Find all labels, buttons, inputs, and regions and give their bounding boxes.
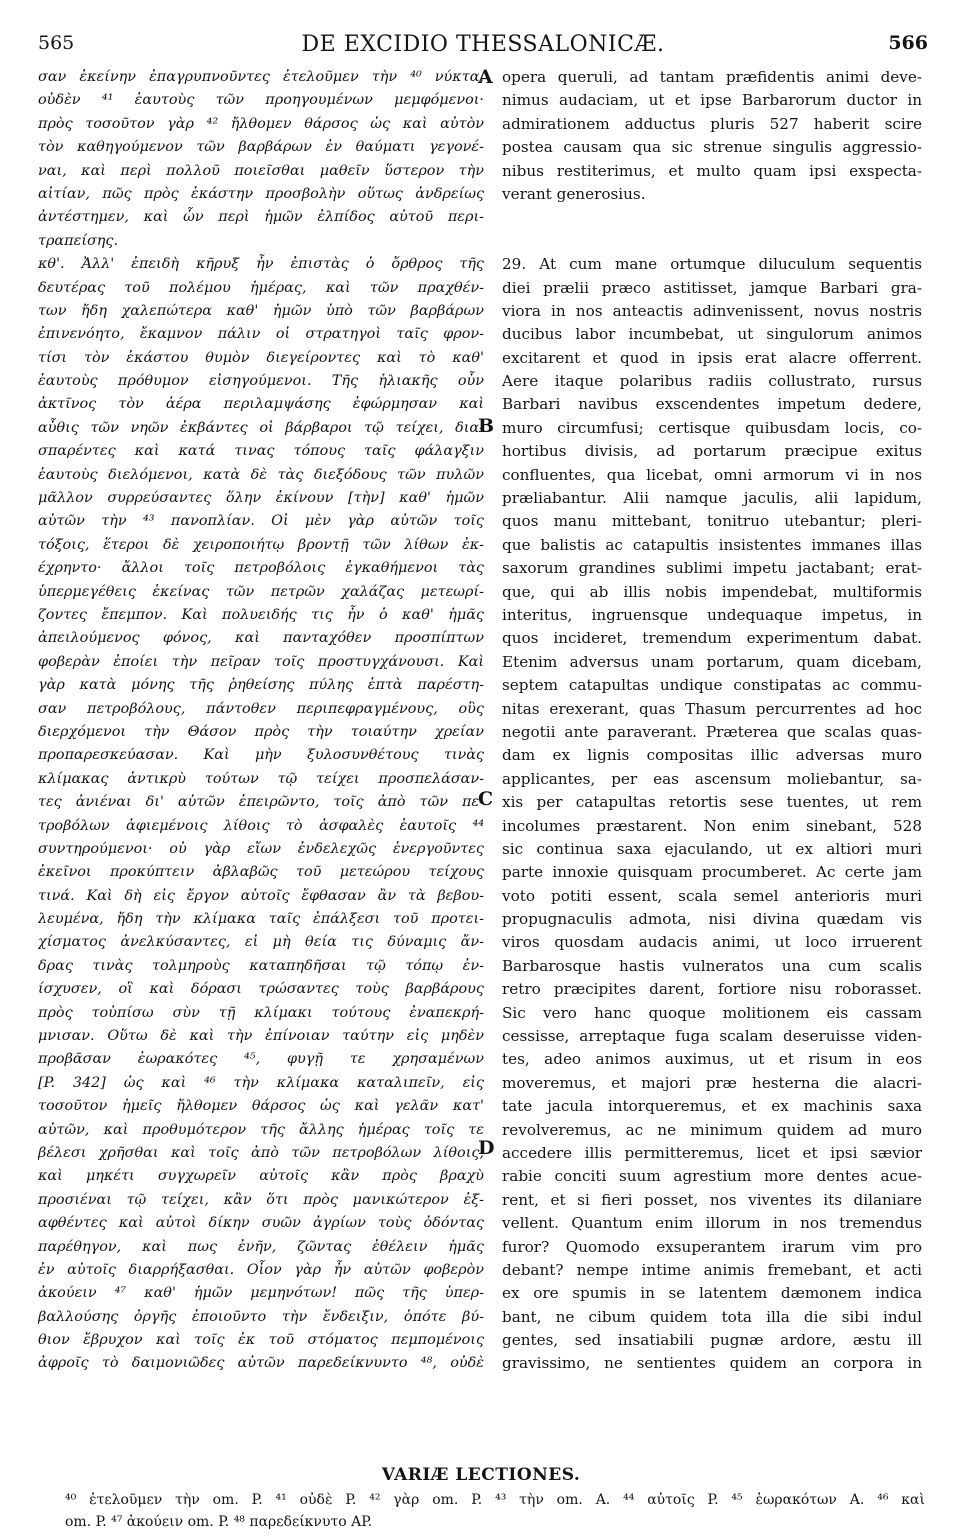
latin-text-line: 29. At cum mane ortumque diluculum sequentis: [502, 255, 922, 274]
greek-text-line: ἀκούειν ⁴⁷ καθ' ἡμῶν μεμηνότων! πῶς τῆς ὑπερ-: [38, 1285, 484, 1302]
greek-text-line: τὸν καθηγούμενον τῶν βαρβάρων ἐν θαύματι γεγονέ-: [38, 139, 484, 156]
margin-mark-a: A: [478, 66, 493, 88]
greek-text-line: λευμένα, ἤδη τὴν κλίμακα ταῖς ἐπάλξεσι τοῦ προτει-: [38, 911, 484, 928]
latin-text-line: tes, adeo animos auximus, ut et risum in eos: [502, 1050, 922, 1069]
variae-lectiones-notes: [65, 1489, 925, 1533]
greek-text-line: τραπείσης.: [38, 232, 119, 249]
greek-text-line: ἀντέστημεν, καὶ ὧν περὶ ἡμῶν ἐλπίδος αὐτοῦ περι-: [38, 209, 484, 226]
latin-text-line: præliabantur. Alii namque jaculis, alii lapidum,: [502, 489, 922, 508]
greek-text-line: φοβερὰν ἐποίει τὴν πεῖραν τοῖς προστυγχάνουσι. Καὶ: [38, 653, 484, 670]
latin-text-line: hortibus divisis, ad portarum præcipue exitus: [502, 442, 922, 461]
latin-text-line: moveremus, et majori præ hesterna die alacri-: [502, 1073, 922, 1092]
latin-text-line: cessisse, arreptaque fuga scalam deseruisse viden-: [502, 1027, 922, 1046]
latin-text-line: confluentes, qua licebat, omni armorum vi in nos: [502, 465, 922, 484]
greek-text-line: ἐπινενόητο, ἔκαμνον πάλιν οἱ στρατηγοὶ ταῖς φρον-: [38, 326, 484, 343]
greek-text-line: προπαρεσκεύασαν. Καὶ μὴν ξυλοσυνθέτους τινὰς: [38, 747, 484, 764]
latin-text-line: verant generosius.: [502, 184, 646, 203]
greek-text-line: κθ'. Ἀλλ' ἐπειδὴ κῆρυξ ἦν ἐπιστὰς ὁ ὄρθρος τῆς: [38, 256, 484, 273]
greek-text-line: προσιέναι τῷ τείχει, κἂν ὅτι πρὸς μανικώτερον ἐξ-: [38, 1191, 484, 1208]
latin-text-line: furor? Quomodo exsuperantem irarum vim pro: [502, 1237, 922, 1256]
latin-text-line: que balistis ac catapultis insistentes immanes illas: [502, 535, 922, 554]
greek-text-line: ἐν αὐτοῖς διαρρήξασθαι. Οἷον γὰρ ἦν αὐτῶν φοβερὸν: [38, 1261, 484, 1278]
greek-text-line: δευτέρας τοῦ πολέμου ἡμέρας, καὶ τῶν πραχθέν-: [38, 279, 484, 296]
greek-text-line: χίσματος ἀνελκύσαντες, εἰ μὴ θεία τις δύναμις ἄν-: [38, 934, 484, 951]
latin-text-line: applicantes, per eas ascensum moliebantur, sa-: [502, 769, 922, 788]
latin-text-line: opera queruli, ad tantam præfidentis animi deve-: [502, 68, 922, 86]
greek-text-line: παρέθηγον, καὶ πως ἐνῆν, ζῶντας ἐθέλειν ἡμᾶς: [38, 1238, 484, 1255]
greek-text-line: μᾶλλον συρρεύσαντες ὅλην ἐκίνουν [τὴν] καθ' ἡμῶν: [38, 490, 484, 507]
latin-text-line: parte innoxie quisquam procumberet. Ac certe jam: [502, 863, 922, 882]
running-header: [38, 32, 928, 62]
latin-text-line: xis per catapultas retortis sese tuentes, ut rem: [502, 793, 922, 812]
greek-text-line: τροβόλων ἀφιεμένοις λίθοις τὸ ἀσφαλὲς ἑαυτοῖς ⁴⁴: [38, 817, 484, 834]
latin-text-line: negotii ante paraverant. Præterea que scalas quas-: [502, 722, 922, 741]
latin-text-line: que, qui ab illis nobis impendebat, multiformis: [502, 582, 922, 601]
latin-text-line: rabie conciti suum agrestium more dentes acue-: [502, 1167, 922, 1186]
greek-text-line: συντηρούμενοι· οὐ γὰρ εἴων ἐνδελεχῶς ἐνεργοῦντες: [38, 840, 484, 857]
greek-text-line: ἑαυτοὺς πρόθυμον εἰσηγούμενοι. Τῆς ἡλιακῆς οὖν: [38, 373, 484, 390]
greek-text-line: αφθέντες καὶ αὐτοὶ δίκην συῶν ἀγρίων τοὺς ὀδόντας: [38, 1215, 484, 1232]
latin-text-line: admirationem adductus pluris 527 haberit scire: [502, 114, 922, 133]
greek-text-line: πρὸς τοὐπίσω σὺν τῇ κλίμακι τούτους ἐναπεκρή-: [38, 1004, 484, 1021]
running-title: DE EXCIDIO THESSALONICÆ.: [301, 32, 665, 57]
page-number-right: 566: [888, 32, 928, 54]
latin-text-line: tate jacula intorqueremus, et ex machinis saxa: [502, 1097, 922, 1116]
latin-text-line: diei prælii præco astitisset, jamque Barbari gra-: [502, 278, 922, 297]
latin-text-line: debant? nempe intime animis fremebant, et acti: [502, 1260, 922, 1279]
greek-text-line: κλίμακας ἀντικρὺ τούτων τῷ τείχει προσπελάσαν-: [38, 770, 484, 787]
greek-text-line: ἑαυτοὺς διελόμενοι, κατὰ δὲ τὰς διεξόδους τῶν πυλῶν: [38, 466, 484, 483]
greek-text-line: δρας τινὰς τολμηροὺς καταπηδῆσαι τῷ τόπῳ ἐν-: [38, 957, 484, 974]
latin-text-line: ducibus labor incumbebat, ut singulorum animos: [502, 325, 922, 344]
latin-text-line: postea causam qua sic strenue singulis aggressio-: [502, 138, 922, 157]
latin-text-line: interitus, ingruensque undequaque impetus, in: [502, 605, 922, 624]
latin-text-line: quos manu mittebant, tonitruo utebantur; pleri-: [502, 512, 922, 531]
greek-text-line: των ἤδη χαλεπώτερα καθ' ἡμῶν ὑπὸ τῶν βαρβάρων: [38, 302, 484, 319]
page-number-left: 565: [38, 32, 75, 54]
greek-text-line: αὐτῶν τὴν ⁴³ πανοπλίαν. Οἱ μὲν γὰρ αὐτῶν τοῖς: [38, 513, 484, 530]
greek-text-line: τίσι τὸν ἑκάστου θυμὸν διεγείροντες καὶ τὸ καθ': [38, 349, 484, 366]
greek-text-line: σαν πετροβόλους, πάντοθεν περιπεφραγμένους, οὓς: [38, 700, 484, 717]
greek-text-line: ἀφροῖς τὸ δαιμονιῶδες αὐτῶν παρεδείκνυντο ⁴⁸, οὐδὲ: [38, 1355, 484, 1372]
latin-text-line: retro præcipites darent, fortiore nisu roborasset.: [502, 980, 922, 999]
latin-text-line: [502, 206, 922, 229]
greek-text-line: τόξοις, ἕτεροι δὲ χειροποιήτῳ βροντῇ τῶν λίθων ἐκ-: [38, 536, 484, 553]
greek-text-line: γὰρ κατὰ μόνης τῆς ῥηθείσης πύλης ἑπτὰ παρέστη-: [38, 677, 484, 694]
greek-text-line: ίσχυσεν, οἳ καὶ δόρασι τρώσαντες τοὺς βαρβάρους: [38, 981, 484, 998]
variae-lectiones-heading: VARIÆ LECTIONES.: [381, 1465, 581, 1485]
greek-text-column: [38, 66, 484, 1376]
greek-text-line: αἰτίαν, πῶς πρὸς ἑκάστην προσβολὴν οὕτως ἀνδρείως: [38, 185, 484, 202]
latin-text-line: Aere itaque polaribus radiis collustrato, rursus: [502, 372, 922, 391]
greek-text-line: βέλεσι χρῆσθαι καὶ τοῖς ἀπὸ τῶν πετροβόλων λίθοις,: [38, 1144, 484, 1161]
latin-text-line: nimus audaciam, ut et ipse Barbarorum ductor in: [502, 91, 922, 110]
greek-text-line: ἐκεῖνοι προκύπτειν ἀβλαβῶς τοῦ μετεώρου τείχους: [38, 864, 484, 881]
latin-text-line: quos incideret, tremendum experimentum dabat.: [502, 629, 922, 648]
greek-text-line: βαλλούσης ὀργῆς ἐποιοῦντο τὴν ἔνδειξιν, ὁπότε βύ-: [38, 1308, 484, 1325]
greek-text-line: [P. 342] ὡς καὶ ⁴⁶ τὴν κλίμακα καταλιπεῖν, εἰς: [38, 1074, 484, 1091]
latin-text-line: sic continua saxa ejaculando, ut ex altiori muri: [502, 839, 922, 858]
greek-text-line: τινά. Καὶ δὴ εἰς ἔργον αὐτοῖς ἔφθασαν ἂν τὰ βεβου-: [38, 887, 484, 904]
greek-text-line: διερχόμενοι τὴν Θάσον πρὸς τὴν τοιαύτην χρείαν: [38, 723, 484, 740]
greek-text-line: τοσοῦτον ἡμεῖς ἤλθομεν θάρσος ὡς καὶ γελᾶν κατ': [38, 1098, 484, 1115]
latin-text-line: propugnaculis admota, nisi divina quædam vis: [502, 910, 922, 929]
margin-mark-c: C: [478, 788, 494, 810]
latin-text-line: revolveremus, ac ne minimum quidem ad muro: [502, 1120, 922, 1139]
latin-text-line: [502, 230, 922, 253]
latin-text-line: accedere illis permitteremus, licet et ipsi sævior: [502, 1143, 922, 1162]
greek-text-line: ὑπερμεγέθεις ἐκείνας τῶν πετρῶν χαλάζας μετεωρί-: [38, 583, 484, 600]
latin-text-line: muro circumfusi; certisque quibusdam locis, co-: [502, 418, 922, 437]
latin-text-line: gentes, sed insatiabili pugnæ ardore, æstu ill: [502, 1331, 922, 1350]
latin-text-line: nitas erexerant, quas Thasum percurrentes ad hoc: [502, 699, 922, 718]
greek-text-line: προβᾶσαν ἑωρακότες ⁴⁵, φυγῇ τε χρησαμένων: [38, 1051, 484, 1068]
latin-text-line: saxorum grandines sublimi impetu jactabant; erat-: [502, 559, 922, 578]
latin-text-line: bant, ne cibum quidem tota illa die sibi indul: [502, 1307, 922, 1326]
greek-text-line: θιον ἔβρυχον καὶ τοῖς ἐκ τοῦ στόματος πεμπομένοις: [38, 1332, 484, 1349]
latin-text-line: incolumes præstarent. Non enim sinebant, 528: [502, 816, 922, 835]
greek-text-line: αὖθις τῶν νηῶν ἐκβάντες οἱ βάρβαροι τῷ τείχει, δια-: [38, 419, 484, 436]
latin-text-line: viros quosdam audacis animi, ut loco irruerent: [502, 933, 922, 952]
latin-text-line: Etenim adversus unam portarum, quam dicebam,: [502, 652, 922, 671]
greek-text-line: καὶ μηκέτι συγχωρεῖν αὐτοῖς κἂν πρὸς βραχὺ: [38, 1168, 484, 1185]
greek-text-line: ἀπειλούμενος φόνος, καὶ πανταχόθεν προσπίπτων: [38, 630, 484, 647]
latin-text-line: Barbarosque hastis vulneratos una cum scalis: [502, 956, 922, 975]
latin-text-column: [502, 66, 922, 1376]
margin-mark-b: B: [478, 415, 495, 437]
latin-text-line: voto potiti essent, scala semel anterioris muri: [502, 886, 922, 905]
latin-text-line: rent, et si fieri posset, nos viventes its dilaniare: [502, 1190, 922, 1209]
latin-text-line: Barbari navibus exscendentes impetum dedere,: [502, 395, 922, 414]
greek-text-line: οὐδὲν ⁴¹ ἑαυτοὺς τῶν προηγουμένων μεμφόμενοι·: [38, 92, 484, 109]
latin-text-line: ex ore spumis in se latentem dæmonem indica: [502, 1284, 922, 1303]
greek-text-line: σπαρέντες καὶ κατά τινας τόπους ταῖς φάλαγξιν: [38, 443, 484, 460]
latin-text-line: septem catapultas undique constipatas ac commu-: [502, 676, 922, 695]
variant-note-line: om. P. ⁴⁷ ἀκούειν om. P. ⁴⁸ παρεδείκνυτο AP.: [65, 1514, 373, 1530]
greek-text-line: έχρηντο· ἄλλοι τοῖς πετροβόλοις ἐγκαθήμενοι τὰς: [38, 560, 484, 577]
latin-text-line: gravissimo, ne sentientes quidem an corpora in: [502, 1354, 922, 1373]
latin-text-line: dam ex lignis compositas illic adversas muro: [502, 746, 922, 765]
greek-text-line: τες ἀνιέναι δι' αὐτῶν ἐπειρῶντο, τοῖς ἀπὸ τῶν πε-: [38, 794, 484, 811]
variant-note-line: ⁴⁰ ἐτελοῦμεν τὴν om. P. ⁴¹ οὐδὲ P. ⁴² γὰρ om. P. ⁴³ τὴν om. A. ⁴⁴ αὐτοῖς P. ⁴⁵ ἑωρακότων A. ⁴⁶ καὶ: [65, 1492, 925, 1508]
greek-text-line: ἀκτῖνος τὸν ἀέρα περιλαμψάσης ἐφώρμησαν καὶ: [38, 396, 484, 413]
latin-text-line: Sic vero hanc quoque molitionem eis cassam: [502, 1003, 922, 1022]
latin-text-line: viora in nos anteactis adinvenissent, novus nostris: [502, 301, 922, 320]
latin-text-line: excitarent et quod in ipsis erat alacre offerrent.: [502, 348, 922, 367]
latin-text-line: vellent. Quantum enim illorum in nos tremendus: [502, 1214, 922, 1233]
greek-text-line: μνισαν. Οὕτω δὲ καὶ τὴν ἐπίνοιαν ταύτην εἰς μηδὲν: [38, 1028, 484, 1045]
margin-mark-d: D: [478, 1137, 495, 1159]
latin-text-line: nibus restiterimus, et multo quam ipsi exspecta-: [502, 161, 922, 180]
greek-text-line: σαν ἐκείνην ἐπαγρυπνοῦντες ἐτελοῦμεν τὴν ⁴⁰ νύκτα,: [38, 69, 484, 85]
greek-text-line: ναι, καὶ περὶ πολλοῦ ποιεῖσθαι μαθεῖν ὕστερον τὴν: [38, 162, 484, 179]
greek-text-line: πρὸς τοσοῦτον γὰρ ⁴² ἤλθομεν θάρσος ὡς καὶ αὐτὸν: [38, 115, 484, 132]
greek-text-line: ζοντες ἔπεμπον. Καὶ πολυειδής τις ἦν ὁ καθ' ἡμᾶς: [38, 606, 484, 623]
greek-text-line: αὐτῶν, καὶ προθυμότερον τῆς ἄλλης ἡμέρας τοῖς τε: [38, 1121, 484, 1138]
